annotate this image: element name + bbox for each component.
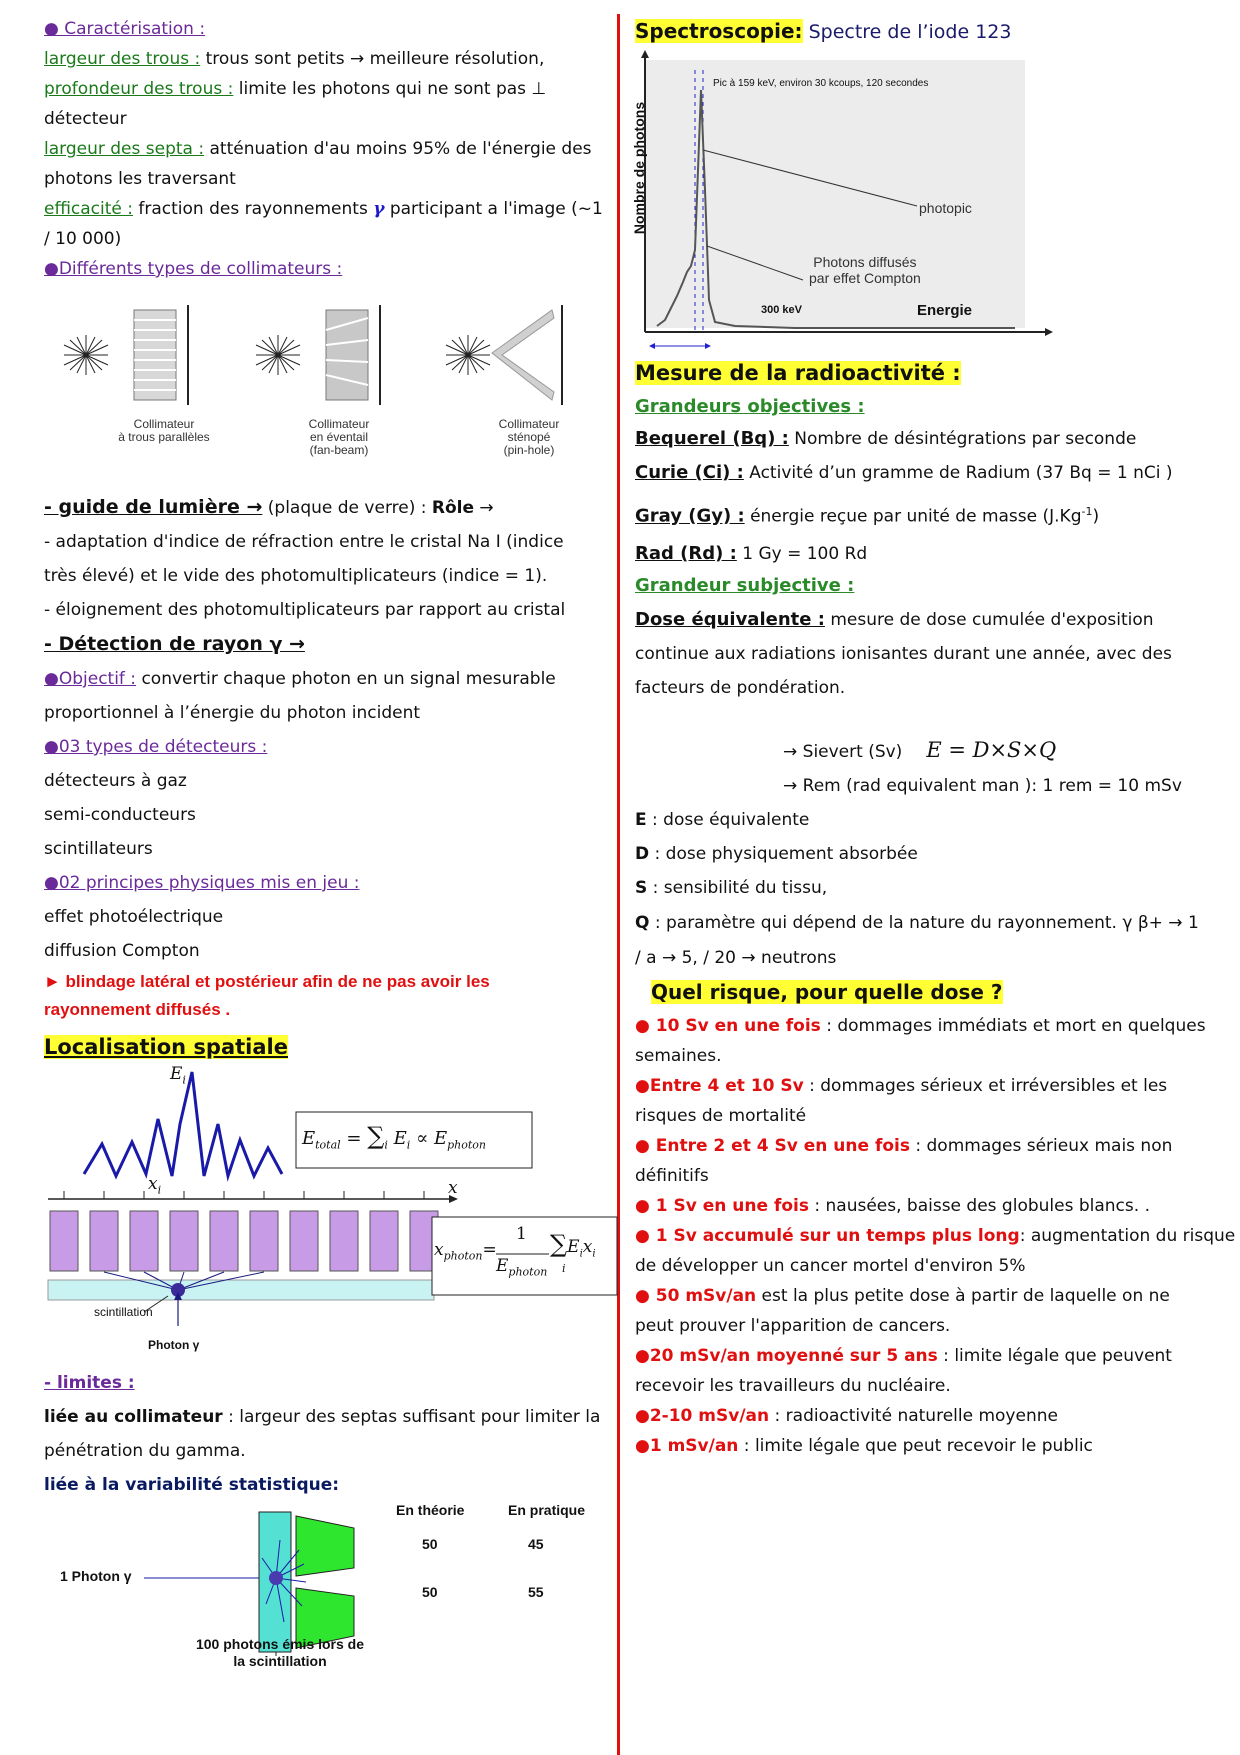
collimator-caption-1-l1: Collimateur [133,417,195,431]
spectro-sub: Spectre de l’iode 123 [802,21,1012,43]
types-detecteurs-title [44,730,612,764]
rem-line: → Rem (rad equivalent man ): 1 rem = 10 mSv [783,775,1182,796]
f1-prop: ∝ [416,1128,429,1149]
source-star-3 [446,335,490,375]
profondeur-line [44,74,612,104]
formula-energy-total [302,1122,486,1152]
objectif-line [44,662,612,696]
risk-text: : augmentation du risque [1019,1225,1236,1246]
detector-item: détecteurs à gaz [44,771,187,791]
energie-label: Energie [917,302,973,319]
sievert-line [635,733,1225,769]
f2-den: E [496,1256,509,1276]
risk-dose: ● 50 mSv/an [635,1285,757,1306]
risk-dose: ●20 mSv/an moyenné sur 5 ans [635,1345,938,1366]
f1-ep: E [433,1128,448,1149]
ei-label [170,1064,186,1086]
xi-letter: x [148,1174,158,1194]
f1-lhs-sub: total [315,1138,341,1152]
risk-text-2: définitifs [635,1165,709,1186]
spectrum-figure [631,50,1225,360]
xi-label [148,1174,161,1196]
risk-dose: ● 1 Sv accumulé sur un temps plus long [635,1225,1020,1246]
stat-col-theory: En théorie [396,1502,465,1518]
def-key: E [635,809,647,830]
f2-eq: = [482,1240,497,1260]
principes-title [44,866,612,900]
risk-title-line [635,975,1225,1011]
efficacite-line-2: / 10 000) [44,229,122,249]
risk-item [635,1071,1225,1131]
efficacite-line [44,194,612,224]
limite-stat-colon: : [332,1475,340,1495]
limite-stat-label: liée à la variabilité statistique [44,1475,333,1495]
source-star-2 [256,335,300,375]
f2-lhs-sub: photon [443,1249,483,1263]
f2-sum-index: i [562,1262,566,1275]
risk-text: : radioactivité naturelle moyenne [769,1405,1058,1426]
bq-line [635,422,1225,456]
q-continuation: / a → 5, / 20 → neutrons [635,947,837,968]
collimator-caption-3-l3: (pin-hole) [503,443,555,457]
risk-item [635,1011,1225,1071]
collimator-caption-2-l3: (fan-beam) [309,443,369,457]
risk-text: : nausées, baisse des globules blancs. . [808,1195,1150,1216]
column-divider [617,14,620,1755]
efficacite-label: efficacité : [44,199,133,219]
bq-label: Bequerel (Bq) : [635,428,789,449]
objectif-line-2: proportionnel à l’énergie du photon incident [44,703,421,723]
risk-list [635,1011,1236,1461]
spectrum-peak-note: Pic à 159 keV, environ 30 kcoups, 120 secondes [713,78,929,89]
compton-line-1: Photons diffusés [813,254,917,270]
principe-item: effet photoélectrique [44,907,224,927]
risk-dose: ●1 mSv/an [635,1435,739,1456]
f2-x: x [582,1237,593,1257]
gy-label: Gray (Gy) : [635,505,745,527]
risk-text-2: risques de mortalité [635,1105,807,1126]
role-label: Rôle [431,498,475,518]
subjective-title: Grandeur subjective : [635,574,855,596]
x-axis-label: x [448,1178,458,1198]
dose-formula: E = D×S×Q [926,737,1057,762]
largeur-trous-line [44,44,612,74]
localisation-diagram [44,1064,619,1364]
photopic-label: photopic [919,200,972,216]
bq-text: Nombre de désintégrations par seconde [788,429,1137,449]
collimator-caption-1-l2: à trous parallèles [118,430,210,444]
rd-label: Rad (Rd) : [635,542,737,564]
collimator-pinhole-caption [474,418,584,457]
limite-collimateur-text: : largeur des septas suffisant pour limiter la [222,1407,601,1427]
gy-close: ) [1092,506,1100,527]
caracterisation-label: ● Caractérisation : [44,19,206,39]
def-value: : dose équivalente [646,809,810,830]
risk-text-2: de développer un cancer mortel d'environ 5% [635,1255,1026,1276]
efficacite-text-2: participant a l'image (~1 [384,199,603,219]
objectif-text: convertir chaque photon en un signal mesurable [136,669,556,689]
gy-text: énergie reçue par unité de masse (J.Kg [744,506,1082,527]
types-collimateurs-label: ●Différents types de collimateurs : [44,259,343,279]
caracterisation-title [44,14,612,44]
detection-title [44,627,612,662]
stat-caption-2: la scintillation [233,1653,327,1669]
collimators-figure [44,290,612,490]
largeur-trous-label: largeur des trous : [44,49,201,69]
guide-p1a: - adaptation d'indice de réfraction entre le cristal Na I (indice [44,532,564,552]
limites-label: - limites : [44,1373,135,1393]
limite-collimateur-line [44,1400,612,1434]
ei-letter: E [170,1064,183,1084]
gy-line [635,490,1225,539]
blindage-line-2: rayonnement diffusés . [44,1000,231,1019]
rd-line [635,539,1225,569]
f2-term-sub: i [579,1248,583,1260]
detection-title-text: - Détection de rayon γ → [44,633,305,655]
risk-text: : dommages sérieux mais non [909,1135,1173,1156]
blindage-line-1: ► blindage latéral et postérieur afin de ne pas avoir les [44,972,490,991]
risk-item [635,1131,1225,1191]
f2-numerator: 1 [516,1224,527,1244]
compton-line-2: par effet Compton [809,270,921,286]
def-s [635,871,1225,905]
collimator-fan-caption [284,418,394,457]
f1-rhs: E [393,1128,407,1149]
principe-item: diffusion Compton [44,941,200,961]
risk-text: : dommages sérieux et irréversibles et les [803,1075,1168,1096]
collimator-caption-3-l2: sténopé [507,430,551,444]
f2-denominator [496,1256,547,1278]
risk-text: est la plus petite dose à partir de laquelle on ne [756,1285,1170,1306]
risk-item [635,1431,1225,1461]
def-q [635,905,1225,941]
profondeur-label: profondeur des trous : [44,79,234,99]
spectrum-plot [635,50,1055,350]
mesure-title: Mesure de la radioactivité : [635,361,961,385]
risk-dose: ●Entre 4 et 10 Sv [635,1075,804,1096]
collimator-caption-3-l1: Collimateur [498,417,560,431]
principes-label: ●02 principes physiques mis en jeu : [44,873,360,893]
risk-text: : limite légale que peut recevoir le public [738,1435,1093,1456]
f2-lhs: x [434,1240,444,1260]
stat-cell: 45 [528,1536,544,1552]
gy-exponent: -1 [1081,505,1093,518]
f1-ep-sub: photon [447,1138,487,1152]
def-d [635,837,1225,871]
risk-item [635,1341,1225,1401]
spectro-title: Spectroscopie: [635,19,803,43]
risk-item [635,1281,1225,1341]
role-arrow: → [474,498,494,518]
stat-col-practice: En pratique [508,1502,586,1518]
localisation-figure [44,1064,612,1364]
profondeur-text: limite les photons qui ne sont pas ⊥ [233,79,547,99]
gamma-symbol: γ [373,199,385,219]
dose-text: mesure de dose cumulée d'exposition [824,609,1154,630]
f2-term: E [567,1237,580,1257]
profondeur-line-2: détecteur [44,109,127,129]
formula-x-photon-lhs [434,1240,497,1262]
risk-text-2: recevoir les travailleurs du nucléaire. [635,1375,951,1396]
def-value: : sensibilité du tissu, [647,877,828,898]
scintillation-label: scintillation [94,1305,153,1319]
def-value: : dose physiquement absorbée [649,843,918,864]
source-star-1 [64,335,108,375]
risk-text: : limite légale que peuvent [937,1345,1172,1366]
stat-cell: 50 [422,1584,438,1600]
sievert-text: → Sievert (Sv) [783,741,903,762]
f1-sum: ∑ [367,1122,385,1150]
photon-label: Photon γ [148,1338,200,1352]
ci-text: Activité d’un gramme de Radium (37 Bq = 1 nCi ) [743,463,1173,483]
dose-label: Dose équivalente : [635,608,825,630]
collimator-caption-2-l1: Collimateur [308,417,370,431]
guide-p2: - éloignement des photomultiplicateurs par rapport au cristal [44,600,566,620]
xi-subscript: i [157,1183,162,1197]
septa-line-2: photons les traversant [44,169,236,189]
stat-cell: 55 [528,1584,544,1600]
mesure-line [635,356,1225,392]
spectrum-ylabel: Nombre de photons [631,101,648,235]
risk-text: : dommages immédiats et mort en quelques [820,1015,1206,1036]
f1-rhs-sub: i [406,1138,411,1152]
f2-den-sub: photon [508,1265,548,1279]
septa-line [44,134,612,164]
stat-photon-label: 1 Photon γ [60,1568,132,1584]
risk-item [635,1221,1236,1281]
risk-text-2: semaines. [635,1045,722,1066]
def-value: : paramètre qui dépend de la nature du rayonnement. γ β+ → 1 [649,912,1199,933]
stat-caption [170,1636,390,1670]
ei-subscript: i [182,1073,186,1087]
statistics-diagram [44,1502,619,1702]
efficacite-text: fraction des rayonnements [132,199,374,219]
collimator-parallel-caption [94,418,234,444]
guide-lumiere-sub: (plaque de verre) : [262,498,432,518]
septa-label: largeur des septa : [44,139,205,159]
f2-sum-term [550,1230,596,1259]
stat-caption-1: 100 photons émis lors de [195,1636,365,1652]
limite-collimateur-label: liée au collimateur [44,1407,223,1427]
guide-lumiere-line [44,490,612,525]
f1-sum-index: i [384,1138,388,1152]
dose-line-3: facteurs de pondération. [635,677,846,698]
kev-label: 300 keV [761,304,802,316]
def-key: D [635,843,650,864]
guide-lumiere-title: - guide de lumière → [44,496,263,518]
limite-stat-line [44,1468,612,1502]
f2-x-sub: i [592,1248,596,1260]
risk-item [635,1401,1225,1431]
limite-collimateur-line-2: pénétration du gamma. [44,1441,246,1461]
compton-label [809,254,921,286]
collimator-caption-2-l2: en éventail [309,430,369,444]
guide-p1b: très élevé) et le vide des photomultiplicateurs (indice = 1). [44,566,548,586]
risk-dose: ●2-10 mSv/an [635,1405,770,1426]
risk-dose: ● 10 Sv en une fois [635,1015,821,1036]
stat-cell: 50 [422,1536,438,1552]
types-detecteurs-label: ●03 types de détecteurs : [44,737,268,757]
largeur-trous-text: trous sont petits → meilleure résolution, [200,49,545,69]
limites-title [44,1366,612,1400]
dose-line [635,603,1225,637]
def-key: S [635,877,648,898]
f2-sum: ∑ [550,1230,568,1258]
risk-text-2: peut prouver l'apparition de cancers. [635,1315,951,1336]
types-collimateurs-title [44,254,612,284]
left-column [44,14,612,1702]
f1-eq: = [346,1128,362,1149]
risk-dose: ● Entre 2 et 4 Sv en une fois [635,1135,910,1156]
def-e [635,803,1225,837]
rd-text: 1 Gy = 100 Rd [736,543,868,564]
detector-item: scintillateurs [44,839,153,859]
def-key: Q [635,912,650,933]
ci-line [635,456,1225,490]
objectif-label: ●Objectif : [44,669,137,689]
right-column [631,14,1236,1461]
detector-item: semi-conducteurs [44,805,196,825]
localisation-title [44,1032,612,1064]
objectives-title: Grandeurs objectives : [635,396,865,417]
risk-title: Quel risque, pour quelle dose ? [651,979,1003,1004]
localisation-title-text: Localisation spatiale [44,1035,288,1059]
risk-dose: ● 1 Sv en une fois [635,1195,809,1216]
ci-label: Curie (Ci) : [635,462,744,483]
f1-lhs: E [302,1128,316,1149]
statistics-figure [44,1502,612,1702]
risk-item [635,1191,1225,1221]
spectro-line [635,14,1225,50]
dose-line-2: continue aux radiations ionisantes durant une année, avec des [635,643,1172,664]
septa-text: atténuation d'au moins 95% de l'énergie des [204,139,592,159]
